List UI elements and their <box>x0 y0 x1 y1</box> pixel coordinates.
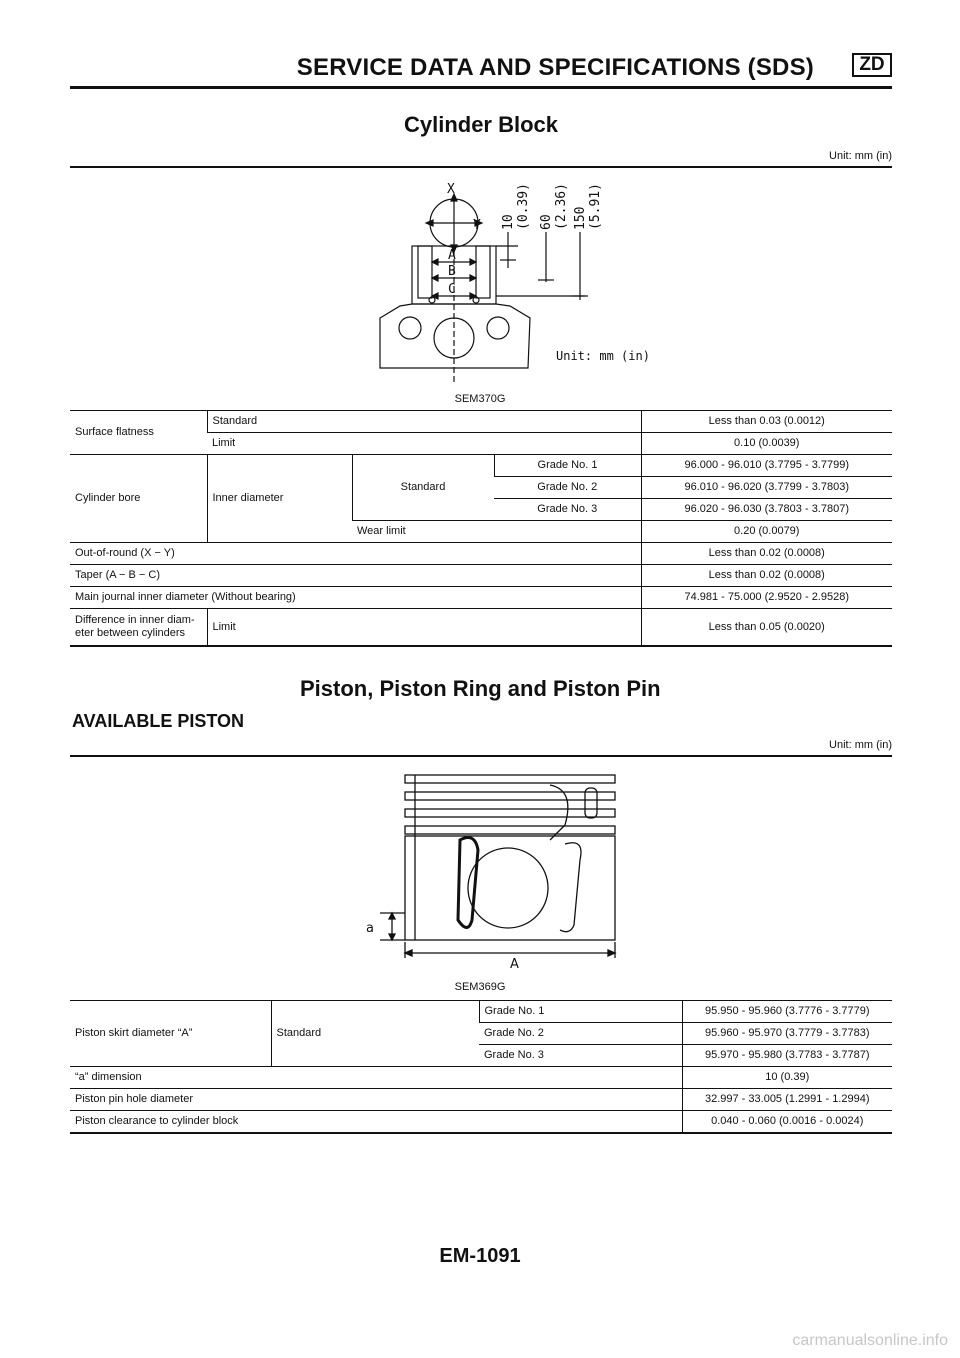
label-a-capital: A <box>510 957 519 970</box>
diff-label-line1: Difference in inner diam- <box>75 614 195 626</box>
sf-standard: Standard <box>207 411 641 433</box>
label-c: C <box>448 282 456 297</box>
diff-value: Less than 0.05 (0.0020) <box>641 609 892 647</box>
grade-label: Grade No. 1 <box>494 455 641 477</box>
skirt-diameter-label: Piston skirt diameter “A” <box>70 1001 271 1067</box>
grade-label: Grade No. 3 <box>479 1045 682 1067</box>
piston-table <box>70 1000 892 1134</box>
table-row <box>70 587 892 609</box>
cylinder-block-title: Cylinder Block <box>403 112 559 137</box>
cylinder-bore-label: Cylinder bore <box>70 455 207 543</box>
grade-label: Grade No. 2 <box>494 477 641 499</box>
wear-limit-value: 0.20 (0.0079) <box>641 521 892 543</box>
label-60: 60 <box>539 214 554 230</box>
engine-code-badge: ZD <box>852 53 892 77</box>
cylinder-block-figure-code: SEM370G <box>454 393 506 405</box>
diff-label-line2: eter between cylinders <box>75 627 186 639</box>
out-of-round-value: Less than 0.02 (0.0008) <box>641 543 892 565</box>
diff-limit: Limit <box>207 609 641 647</box>
table-row <box>70 1001 892 1023</box>
piston-clearance-value: 0.040 - 0.060 (0.0016 - 0.0024) <box>682 1111 892 1134</box>
table-row <box>70 609 892 647</box>
main-journal-value: 74.981 - 75.000 (2.9520 - 2.9528) <box>641 587 892 609</box>
piston-skirt <box>405 836 615 940</box>
main-journal: Main journal inner diameter (Without bearing) <box>70 587 641 609</box>
table-row <box>70 1067 892 1089</box>
piston-unit: Unit: mm (in) <box>829 739 892 751</box>
id-standard: Standard <box>352 455 494 521</box>
watermark: carmanualsonline.info <box>792 1332 948 1349</box>
header-rule <box>70 86 892 89</box>
table-row <box>70 455 892 477</box>
grade-value: 95.960 - 95.970 (3.7779 - 3.7783) <box>682 1023 892 1045</box>
cylinder-block-diagram <box>370 178 660 383</box>
sf-limit-value: 0.10 (0.0039) <box>641 433 892 455</box>
figure-unit-label: Unit: mm (in) <box>556 349 650 363</box>
a-dimension-value: 10 (0.39) <box>682 1067 892 1089</box>
taper: Taper (A − B − C) <box>70 565 641 587</box>
piston-figure-code: SEM369G <box>454 981 506 993</box>
skirt-standard: Standard <box>271 1001 479 1067</box>
pin-hole-diameter-value: 32.997 - 33.005 (1.2991 - 1.2994) <box>682 1089 892 1111</box>
pin-boss <box>468 848 548 928</box>
label-150: 150 <box>573 206 588 230</box>
wear-limit: Wear limit <box>352 521 641 543</box>
piston-diagram <box>360 770 630 970</box>
label-y: Y <box>473 218 481 233</box>
table-row <box>70 411 892 433</box>
page-header-title: SERVICE DATA AND SPECIFICATIONS (SDS) <box>296 54 814 81</box>
inner-diameter-label: Inner diameter <box>207 455 352 543</box>
grade-value: 96.020 - 96.030 (3.7803 - 3.7807) <box>641 499 892 521</box>
piston-rule <box>70 755 892 757</box>
label-10: 10 <box>501 214 516 230</box>
label-10-in: (0.39) <box>516 183 531 230</box>
cylinder-block-unit: Unit: mm (in) <box>829 150 892 162</box>
piston-figure <box>360 770 630 975</box>
table-row <box>70 1089 892 1111</box>
page-header <box>70 50 892 90</box>
sf-standard-value: Less than 0.03 (0.0012) <box>641 411 892 433</box>
piston-clearance: Piston clearance to cylinder block <box>70 1111 682 1134</box>
grade-value: 95.950 - 95.960 (3.7776 - 3.7779) <box>682 1001 892 1023</box>
label-x: X <box>447 182 455 197</box>
grade-value: 95.970 - 95.980 (3.7783 - 3.7787) <box>682 1045 892 1067</box>
table-row <box>70 565 892 587</box>
pin-hole-diameter: Piston pin hole diameter <box>70 1089 682 1111</box>
sf-limit: Limit <box>207 433 641 455</box>
grade-value: 96.010 - 96.020 (3.7799 - 3.7803) <box>641 477 892 499</box>
cylinder-block-figure <box>370 178 660 388</box>
table-row <box>70 1111 892 1134</box>
label-b: B <box>448 264 456 279</box>
grade-label: Grade No. 3 <box>494 499 641 521</box>
label-a-small: a <box>366 921 374 936</box>
cylinder-block-rule <box>70 166 892 168</box>
page-number: EM-1091 <box>439 1245 521 1267</box>
available-piston-subtitle: AVAILABLE PISTON <box>72 711 245 731</box>
label-150-in: (5.91) <box>588 183 603 230</box>
diff-label <box>70 609 207 647</box>
grade-value: 96.000 - 96.010 (3.7795 - 3.7799) <box>641 455 892 477</box>
label-60-in: (2.36) <box>554 183 569 230</box>
table-row <box>70 543 892 565</box>
surface-flatness-label: Surface flatness <box>70 411 207 455</box>
grade-label: Grade No. 1 <box>479 1001 682 1023</box>
taper-value: Less than 0.02 (0.0008) <box>641 565 892 587</box>
a-dimension: “a” dimension <box>70 1067 682 1089</box>
out-of-round: Out-of-round (X − Y) <box>70 543 641 565</box>
label-a: A <box>448 248 456 263</box>
cylinder-block-table <box>70 410 892 647</box>
grade-label: Grade No. 2 <box>479 1023 682 1045</box>
piston-title: Piston, Piston Ring and Piston Pin <box>300 676 661 701</box>
